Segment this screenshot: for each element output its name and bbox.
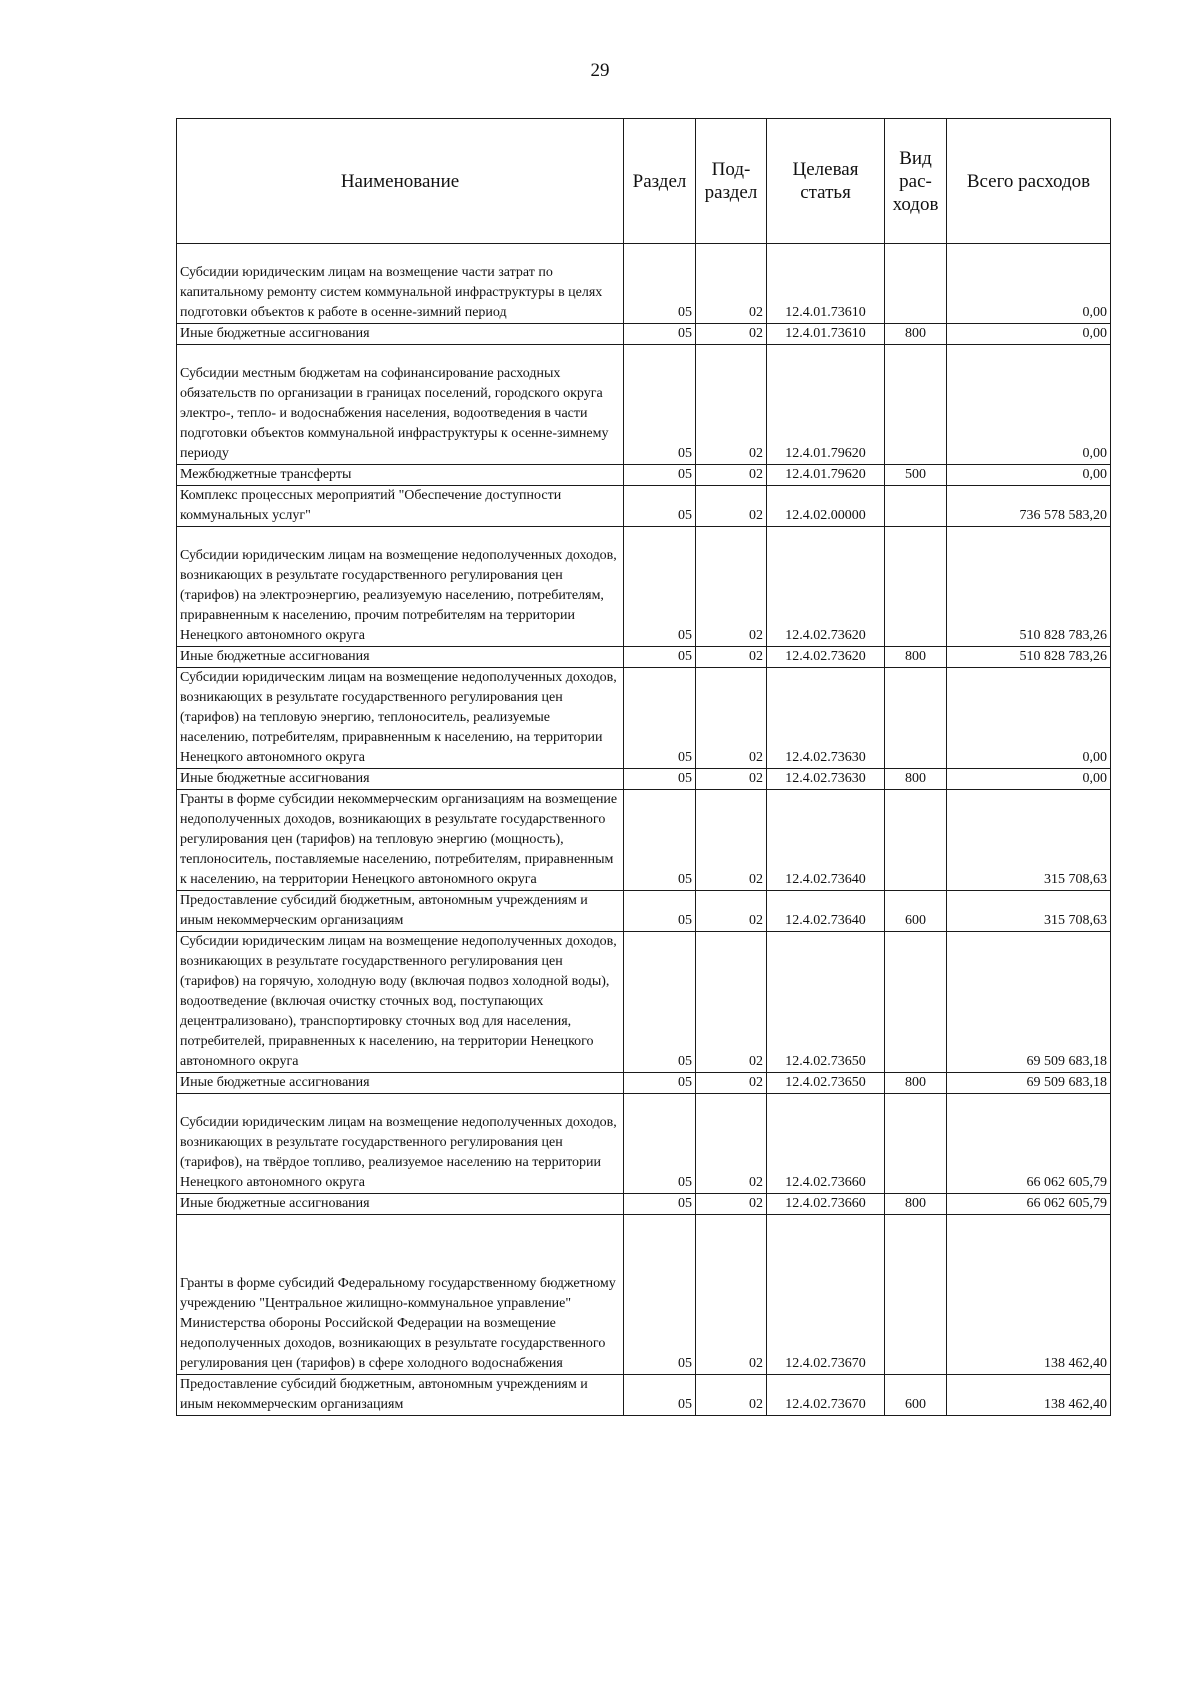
cell-podrazdel: 02 bbox=[696, 790, 767, 891]
cell-vid: 500 bbox=[885, 465, 947, 486]
cell-vid: 600 bbox=[885, 1375, 947, 1416]
table-row bbox=[177, 891, 1111, 932]
cell-vid bbox=[885, 527, 947, 647]
cell-name: Иные бюджетные ассигнования bbox=[177, 769, 624, 790]
table-row bbox=[177, 345, 1111, 465]
header-podrazdel-line2: раздел bbox=[704, 182, 758, 203]
cell-name: Предоставление субсидий бюджетным, автономным учреждениям и иным некоммерческим организациям bbox=[177, 891, 624, 932]
cell-razdel: 05 bbox=[624, 465, 696, 486]
cell-statya: 12.4.02.73630 bbox=[767, 769, 885, 790]
cell-podrazdel: 02 bbox=[696, 1215, 767, 1375]
header-statya-line2: статья bbox=[800, 182, 851, 203]
table-row bbox=[177, 769, 1111, 790]
table-row bbox=[177, 668, 1111, 769]
cell-razdel: 05 bbox=[624, 790, 696, 891]
cell-podrazdel: 02 bbox=[696, 345, 767, 465]
cell-podrazdel: 02 bbox=[696, 1073, 767, 1094]
cell-podrazdel: 02 bbox=[696, 244, 767, 324]
cell-vid: 800 bbox=[885, 324, 947, 345]
header-vid bbox=[885, 119, 947, 244]
cell-statya: 12.4.01.73610 bbox=[767, 244, 885, 324]
cell-podrazdel: 02 bbox=[696, 932, 767, 1073]
cell-name: Иные бюджетные ассигнования bbox=[177, 1073, 624, 1094]
cell-name: Иные бюджетные ассигнования bbox=[177, 1194, 624, 1215]
cell-total: 69 509 683,18 bbox=[947, 1073, 1111, 1094]
cell-statya: 12.4.01.73610 bbox=[767, 324, 885, 345]
cell-name: Субсидии юридическим лицам на возмещение недополученных доходов, возникающих в результате государственного регулирования цен (тарифов), на твёрдое топливо, реализуемое населению на территории Ненецкого автономного округа bbox=[177, 1094, 624, 1194]
cell-name: Комплекс процессных мероприятий "Обеспечение доступности коммунальных услуг" bbox=[177, 486, 624, 527]
cell-statya: 12.4.02.73650 bbox=[767, 932, 885, 1073]
header-razdel: Раздел bbox=[624, 119, 696, 244]
cell-razdel: 05 bbox=[624, 668, 696, 769]
cell-podrazdel: 02 bbox=[696, 647, 767, 668]
cell-name: Субсидии юридическим лицам на возмещение недополученных доходов, возникающих в результате государственного регулирования цен (тарифов) на электроэнергию, реализуемую населению, потребителям, приравненным к населению, прочим потребителям на территории Ненецкого автономного округа bbox=[177, 527, 624, 647]
cell-total: 0,00 bbox=[947, 769, 1111, 790]
cell-razdel: 05 bbox=[624, 1094, 696, 1194]
cell-razdel: 05 bbox=[624, 345, 696, 465]
cell-podrazdel: 02 bbox=[696, 1194, 767, 1215]
cell-statya: 12.4.02.73630 bbox=[767, 668, 885, 769]
cell-podrazdel: 02 bbox=[696, 486, 767, 527]
cell-name: Иные бюджетные ассигнования bbox=[177, 647, 624, 668]
cell-name: Межбюджетные трансферты bbox=[177, 465, 624, 486]
table-body bbox=[177, 244, 1111, 1416]
header-name: Наименование bbox=[177, 119, 624, 244]
header-vid-line2: рас- bbox=[899, 170, 932, 192]
table-row bbox=[177, 324, 1111, 345]
table-row bbox=[177, 1073, 1111, 1094]
cell-razdel: 05 bbox=[624, 1215, 696, 1375]
header-vid-line1: Вид bbox=[899, 147, 932, 169]
cell-vid bbox=[885, 244, 947, 324]
cell-name: Гранты в форме субсидий Федеральному государственному бюджетному учреждению "Центральное жилищно-коммунальное управление" Министерства обороны Российской Федерации на возмещение недополученных доходов, возникающих в результате государственного регулирования цен (тарифов) в сфере холодного водоснабжения bbox=[177, 1215, 624, 1375]
header-total: Всего расходов bbox=[947, 119, 1111, 244]
cell-vid bbox=[885, 345, 947, 465]
header-statya bbox=[767, 119, 885, 244]
table-row bbox=[177, 486, 1111, 527]
cell-statya: 12.4.02.73620 bbox=[767, 527, 885, 647]
header-podrazdel-line1: Под- bbox=[711, 159, 751, 180]
cell-total: 0,00 bbox=[947, 465, 1111, 486]
cell-razdel: 05 bbox=[624, 647, 696, 668]
cell-razdel: 05 bbox=[624, 1375, 696, 1416]
cell-razdel: 05 bbox=[624, 244, 696, 324]
cell-razdel: 05 bbox=[624, 1194, 696, 1215]
table-row bbox=[177, 1094, 1111, 1194]
cell-statya: 12.4.02.73670 bbox=[767, 1375, 885, 1416]
table-row bbox=[177, 465, 1111, 486]
cell-vid: 800 bbox=[885, 647, 947, 668]
cell-total: 510 828 783,26 bbox=[947, 527, 1111, 647]
cell-podrazdel: 02 bbox=[696, 668, 767, 769]
budget-table bbox=[176, 118, 1111, 1416]
cell-total: 315 708,63 bbox=[947, 891, 1111, 932]
cell-name: Субсидии юридическим лицам на возмещение части затрат по капитальному ремонту систем коммунальной инфраструктуры в целях подготовки объектов к работе в осенне-зимний период bbox=[177, 244, 624, 324]
table-row bbox=[177, 1375, 1111, 1416]
cell-statya: 12.4.01.79620 bbox=[767, 465, 885, 486]
table-row bbox=[177, 527, 1111, 647]
cell-statya: 12.4.01.79620 bbox=[767, 345, 885, 465]
cell-total: 66 062 605,79 bbox=[947, 1094, 1111, 1194]
cell-name: Субсидии местным бюджетам на софинансирование расходных обязательств по организации в границах поселений, городского округа электро-, тепло- и водоснабжения населения, водоотведения в части подготовки объектов коммунальной инфраструктуры к осенне-зимнему периоду bbox=[177, 345, 624, 465]
cell-razdel: 05 bbox=[624, 527, 696, 647]
cell-statya: 12.4.02.73620 bbox=[767, 647, 885, 668]
cell-total: 0,00 bbox=[947, 345, 1111, 465]
cell-podrazdel: 02 bbox=[696, 1375, 767, 1416]
table-row bbox=[177, 932, 1111, 1073]
cell-statya: 12.4.02.73670 bbox=[767, 1215, 885, 1375]
cell-razdel: 05 bbox=[624, 769, 696, 790]
page-number: 29 bbox=[590, 60, 610, 81]
cell-statya: 12.4.02.00000 bbox=[767, 486, 885, 527]
cell-name: Субсидии юридическим лицам на возмещение недополученных доходов, возникающих в результате государственного регулирования цен (тарифов) на горячую, холодную воду (включая подвоз холодной воды), водоотведение (включая очистку сточных вод, поступающих децентрализовано), транспортировку сточных вод для населения, потребителей, приравненных к населению, на территории Ненецкого автономного округа bbox=[177, 932, 624, 1073]
cell-total: 736 578 583,20 bbox=[947, 486, 1111, 527]
cell-vid bbox=[885, 668, 947, 769]
header-vid-line3: ходов bbox=[892, 193, 939, 215]
cell-podrazdel: 02 bbox=[696, 527, 767, 647]
cell-statya: 12.4.02.73660 bbox=[767, 1194, 885, 1215]
cell-statya: 12.4.02.73640 bbox=[767, 891, 885, 932]
cell-razdel: 05 bbox=[624, 324, 696, 345]
cell-razdel: 05 bbox=[624, 486, 696, 527]
cell-total: 0,00 bbox=[947, 668, 1111, 769]
table-row bbox=[177, 1215, 1111, 1375]
cell-vid bbox=[885, 932, 947, 1073]
cell-total: 315 708,63 bbox=[947, 790, 1111, 891]
cell-podrazdel: 02 bbox=[696, 465, 767, 486]
cell-podrazdel: 02 bbox=[696, 891, 767, 932]
cell-vid: 800 bbox=[885, 1073, 947, 1094]
cell-total: 66 062 605,79 bbox=[947, 1194, 1111, 1215]
table-row bbox=[177, 244, 1111, 324]
cell-vid bbox=[885, 790, 947, 891]
cell-vid: 800 bbox=[885, 769, 947, 790]
cell-total: 510 828 783,26 bbox=[947, 647, 1111, 668]
cell-vid: 800 bbox=[885, 1194, 947, 1215]
table-header bbox=[177, 119, 1111, 244]
cell-name: Гранты в форме субсидии некоммерческим организациям на возмещение недополученных доходов, возникающих в результате государственного регулирования цен (тарифов) на тепловую энергию (мощность), теплоноситель, поставляемые населению, потребителям, приравненным к населению, на территории Ненецкого автономного округа bbox=[177, 790, 624, 891]
cell-vid bbox=[885, 486, 947, 527]
cell-statya: 12.4.02.73650 bbox=[767, 1073, 885, 1094]
cell-razdel: 05 bbox=[624, 891, 696, 932]
cell-vid: 600 bbox=[885, 891, 947, 932]
cell-vid bbox=[885, 1215, 947, 1375]
cell-total: 138 462,40 bbox=[947, 1375, 1111, 1416]
cell-total: 0,00 bbox=[947, 244, 1111, 324]
table-row bbox=[177, 1194, 1111, 1215]
cell-vid bbox=[885, 1094, 947, 1194]
cell-podrazdel: 02 bbox=[696, 1094, 767, 1194]
cell-name: Предоставление субсидий бюджетным, автономным учреждениям и иным некоммерческим организациям bbox=[177, 1375, 624, 1416]
cell-total: 138 462,40 bbox=[947, 1215, 1111, 1375]
cell-podrazdel: 02 bbox=[696, 769, 767, 790]
cell-total: 69 509 683,18 bbox=[947, 932, 1111, 1073]
cell-name: Субсидии юридическим лицам на возмещение недополученных доходов, возникающих в результате государственного регулирования цен (тарифов) на тепловую энергию, теплоноситель, реализуемые населению, потребителям, приравненным к населению, на территории Ненецкого автономного округа bbox=[177, 668, 624, 769]
cell-statya: 12.4.02.73640 bbox=[767, 790, 885, 891]
table-row bbox=[177, 647, 1111, 668]
header-podrazdel bbox=[696, 119, 767, 244]
cell-razdel: 05 bbox=[624, 1073, 696, 1094]
cell-total: 0,00 bbox=[947, 324, 1111, 345]
cell-podrazdel: 02 bbox=[696, 324, 767, 345]
cell-name: Иные бюджетные ассигнования bbox=[177, 324, 624, 345]
header-statya-line1: Целевая bbox=[792, 159, 859, 180]
table-row bbox=[177, 790, 1111, 891]
cell-razdel: 05 bbox=[624, 932, 696, 1073]
cell-statya: 12.4.02.73660 bbox=[767, 1094, 885, 1194]
